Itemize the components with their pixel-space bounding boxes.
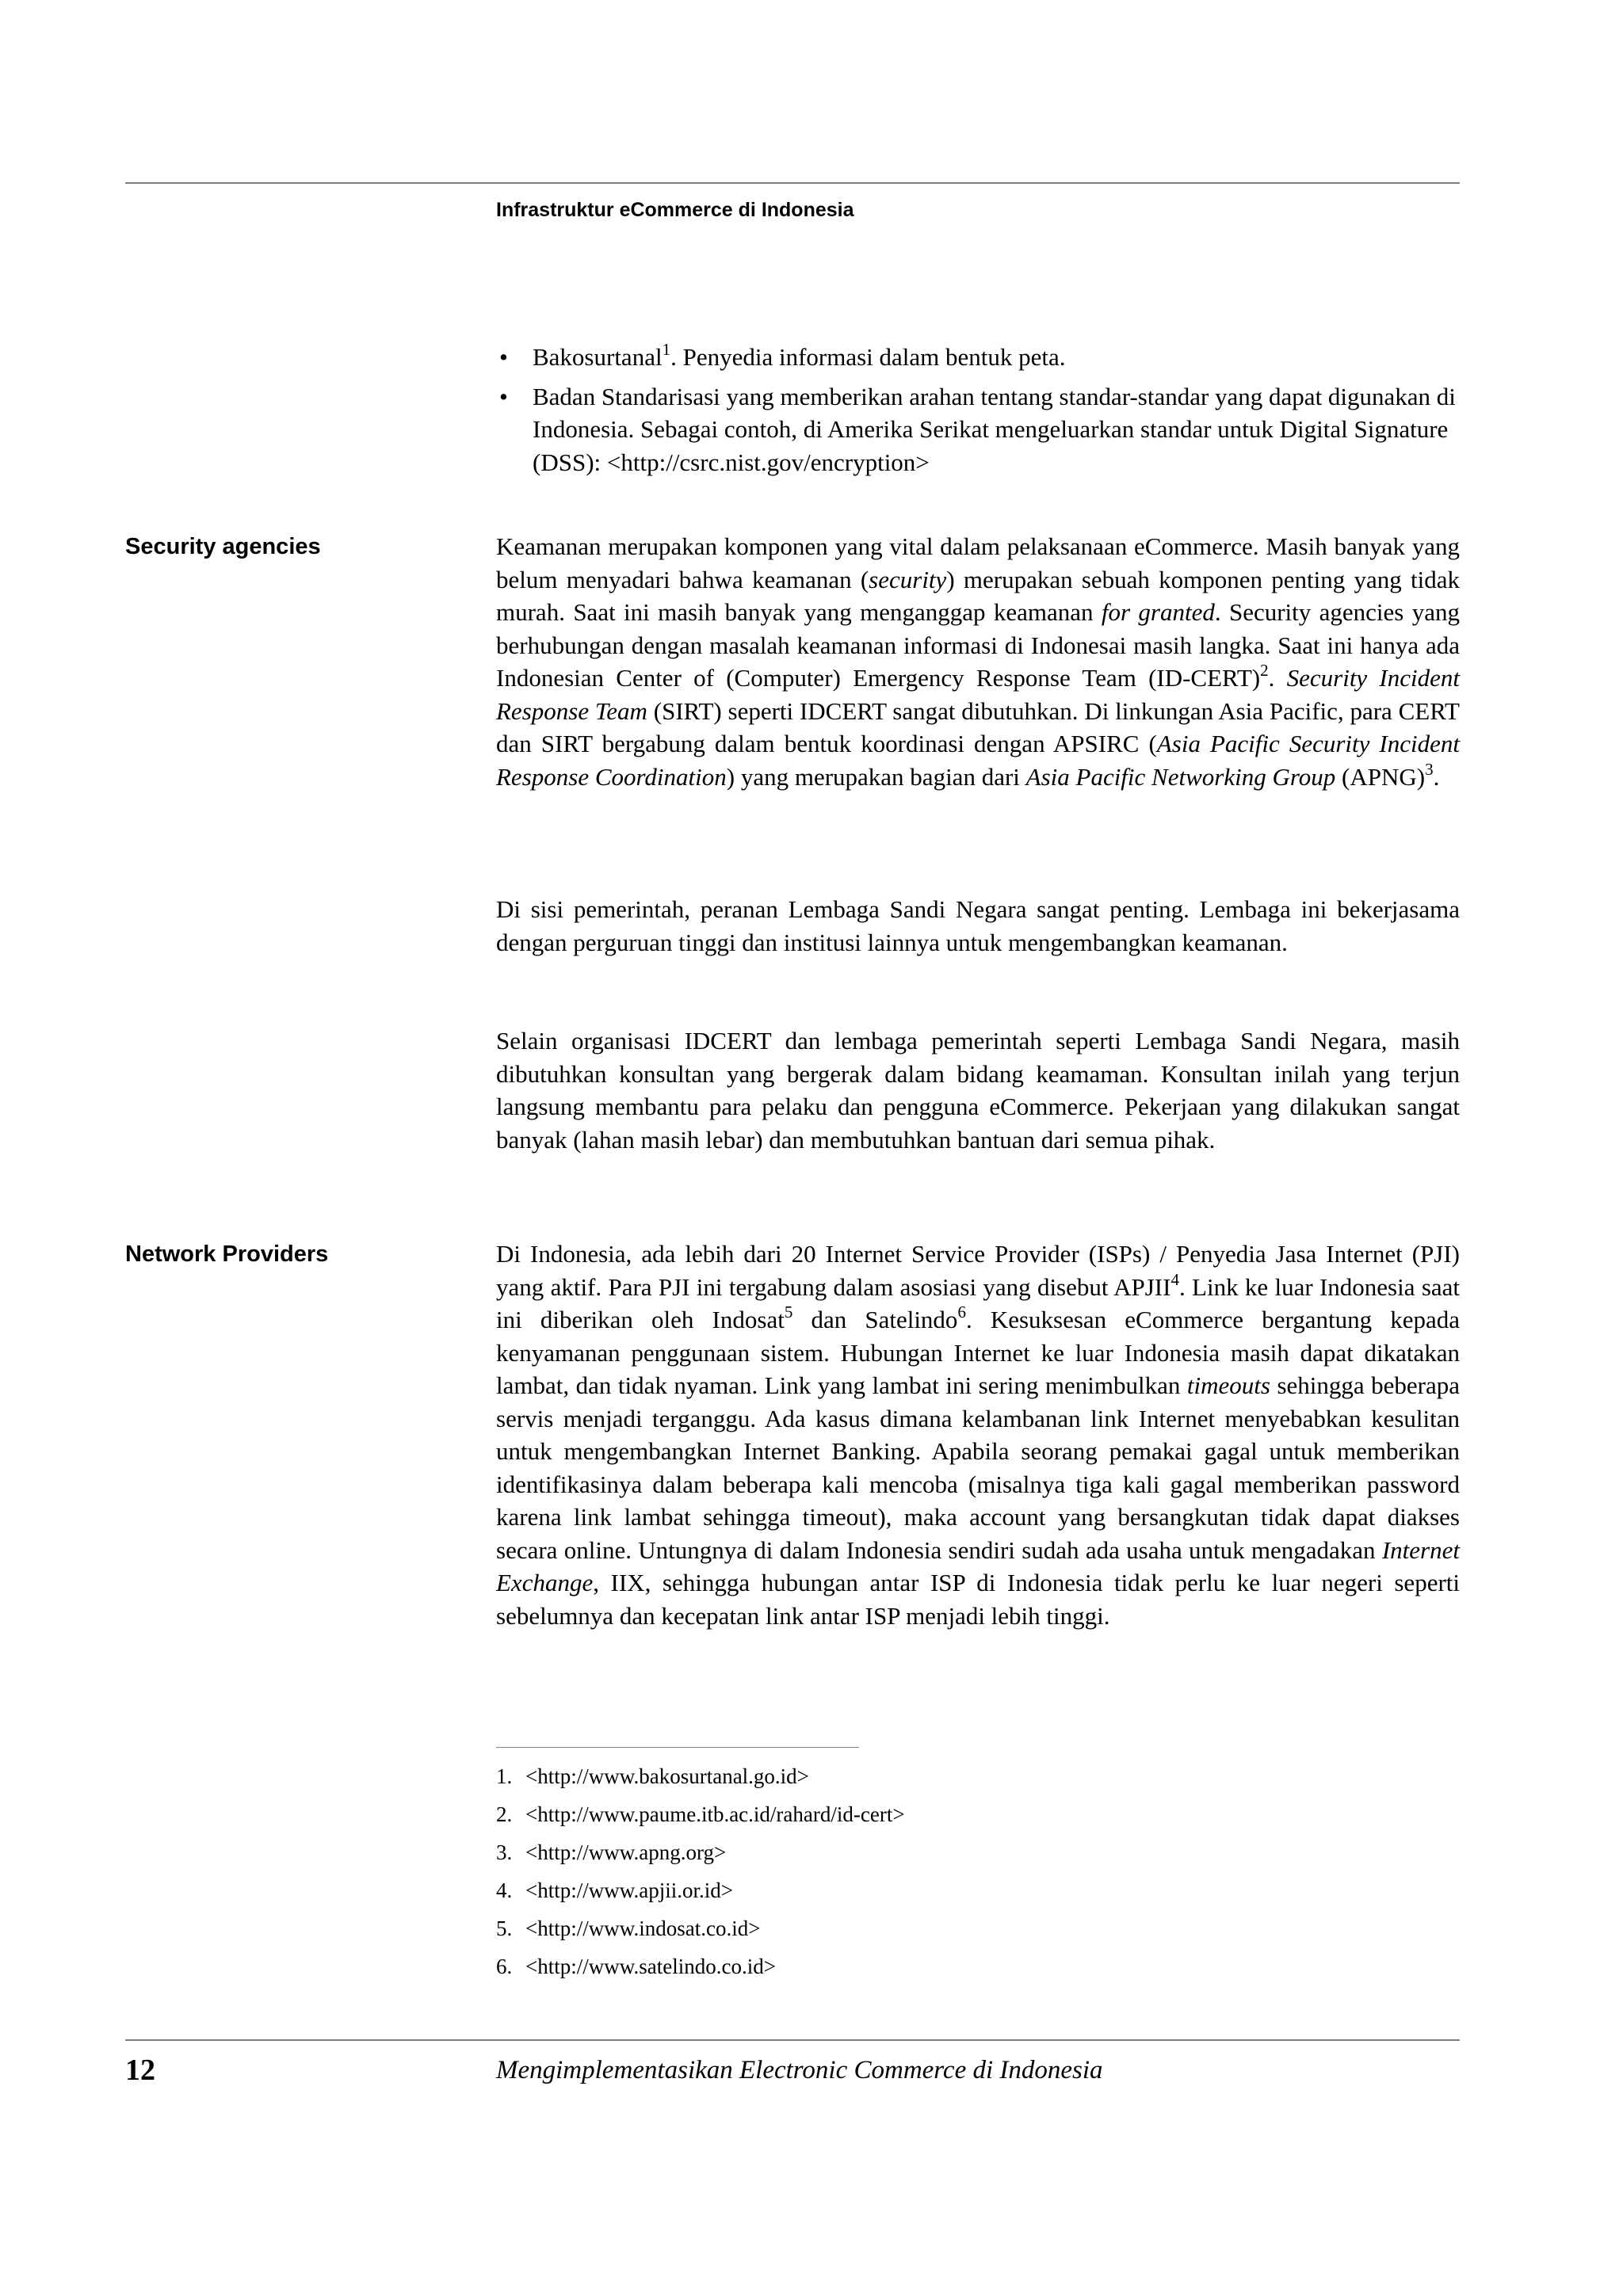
list-item: • Bakosurtanal$^1$. Penyedia informasi dalam bentuk peta. xyxy=(496,341,1460,374)
footnote-ref: 6 xyxy=(957,1302,966,1322)
book-title: Mengimplementasikan Electronic Commerce di Indonesia xyxy=(496,2056,1103,2084)
page-number: 12 xyxy=(125,2054,155,2087)
running-header: Infrastruktur eCommerce di Indonesia xyxy=(496,199,854,221)
footnote-link[interactable]: <http://www.paume.itb.ac.id/rahard/id-cert> xyxy=(525,1802,905,1826)
security-paragraph-2: Di sisi pemerintah, peranan Lembaga Sandi Negara sangat penting. Lembaga ini bekerjasama dengan perguruan tinggi dan institusi lainnya untuk mengembangkan keamanan. xyxy=(496,895,1460,956)
footnote-divider xyxy=(496,1747,859,1748)
security-paragraph-1: Keamanan merupakan komponen yang vital dalam pelaksanaan eCommerce. Masih banyak yang belum menyadari bahwa keamanan (security) merupakan sebuah komponen penting yang tidak murah. Saat ini masih banyak yang menganggap keamanan for granted. Security agencies yang berhubungan dengan masalah keamanan informasi di Indonesai masih langka. Saat ini hanya ada Indonesian Center of (Computer) Emergency Response Team (ID-CERT)$^2$. Security Incident Response Team (SIRT) seperti IDCERT sangat dibutuhkan. Di linkungan Asia Pacific, para CERT dan SIRT bergabung dalam bentuk koordinasi dengan APSIRC (Asia Pacific Security Incident Response Coordination) yang merupakan bagian dari Asia Pacific Networking Group (APNG)$^3$. xyxy=(496,532,1461,791)
footnote-item: 1. <http://www.bakosurtanal.go.id> xyxy=(496,1764,809,1788)
footnote-link[interactable]: <http://www.bakosurtanal.go.id> xyxy=(525,1764,809,1788)
bullet-icon: • xyxy=(499,382,508,410)
footnote-item: 3. <http://www.apng.org> xyxy=(496,1840,727,1864)
bullet-list-block xyxy=(496,341,1460,485)
footnote-link[interactable]: <http://www.apng.org> xyxy=(525,1840,727,1864)
section-label-network: Network Providers xyxy=(125,1241,329,1267)
footnote-ref: 5 xyxy=(784,1302,793,1322)
bullet-icon: • xyxy=(499,343,508,371)
header-rule xyxy=(125,182,1460,184)
footer-rule xyxy=(125,2039,1460,2041)
network-paragraph-1: Di Indonesia, ada lebih dari 20 Internet Service Provider (ISPs) / Penyedia Jasa Internet (PJI) yang aktif. Para PJI ini tergabung dalam asosiasi yang disebut APJII$^4$. Link ke luar Indonesia saat ini diberikan oleh Indosat$^5$ dan Satelindo$^6$. Kesuksesan eCommerce bergantung kepada kenyamanan penggunaan sistem. Hubungan Internet ke luar Indonesia masih dapat dikatakan lambat, dan tidak nyaman. Link yang lambat ini sering menimbulkan timeouts sehingga beberapa servis menjadi terganggu. Ada kasus dimana kelambanan link Internet menyebabkan kesulitan untuk mengembangkan Internet Banking. Apabila seorang pemakai gagal untuk memberikan identifikasinya dalam beberapa kali mencoba (misalnya tiga kali gagal memberikan password karena link lambat sehingga timeout), maka account yang bersangkutan tidak dapat diakses secara online. Untungnya di dalam Indonesia sendiri sudah ada usaha untuk mengadakan Internet Exchange, IIX, sehingga hubungan antar ISP di Indonesia tidak perlu ke luar negeri seperti sebelumnya dan kecepatan link antar ISP menjadi lebih tinggi. xyxy=(496,1240,1461,1630)
footnote-list xyxy=(496,1757,905,1985)
section-label-security: Security agencies xyxy=(125,534,321,559)
security-paragraph-3: Selain organisasi IDCERT dan lembaga pemerintah seperti Lembaga Sandi Negara, masih dibutuhkan konsultan yang bergerak dalam bidang keamaman. Konsultan inilah yang terjun langsung membantu para pelaku dan pengguna eCommerce. Pekerjaan yang dilakukan sangat banyak (lahan masih lebar) dan membutuhkan bantuan dari semua pihak. xyxy=(496,1027,1460,1154)
footnote-ref: 2 xyxy=(1260,661,1269,680)
footnote-item: 2. <http://www.paume.itb.ac.id/rahard/id-cert> xyxy=(496,1802,905,1826)
footnote-link[interactable]: <http://www.apjii.or.id> xyxy=(525,1878,733,1902)
bullet-list xyxy=(496,341,1460,479)
footnote-link[interactable]: <http://www.satelindo.co.id> xyxy=(525,1955,776,1978)
footnote-ref: 1 xyxy=(662,340,671,359)
footnote-item: 5. <http://www.indosat.co.id> xyxy=(496,1917,761,1940)
footnote-item: 4. <http://www.apjii.or.id> xyxy=(496,1878,733,1902)
footnote-ref: 3 xyxy=(1425,759,1434,779)
list-item: • Badan Standarisasi yang memberikan arahan tentang standar-standar yang dapat digunakan di Indonesia. Sebagai contoh, di Amerika Serikat mengeluarkan standar untuk Digital Signature (DSS): <http://csrc.nist.gov/encryption> xyxy=(496,380,1460,479)
footnote-link[interactable]: <http://www.indosat.co.id> xyxy=(525,1917,761,1940)
footnote-ref: 4 xyxy=(1170,1269,1179,1289)
footnote-item: 6. <http://www.satelindo.co.id> xyxy=(496,1955,776,1978)
